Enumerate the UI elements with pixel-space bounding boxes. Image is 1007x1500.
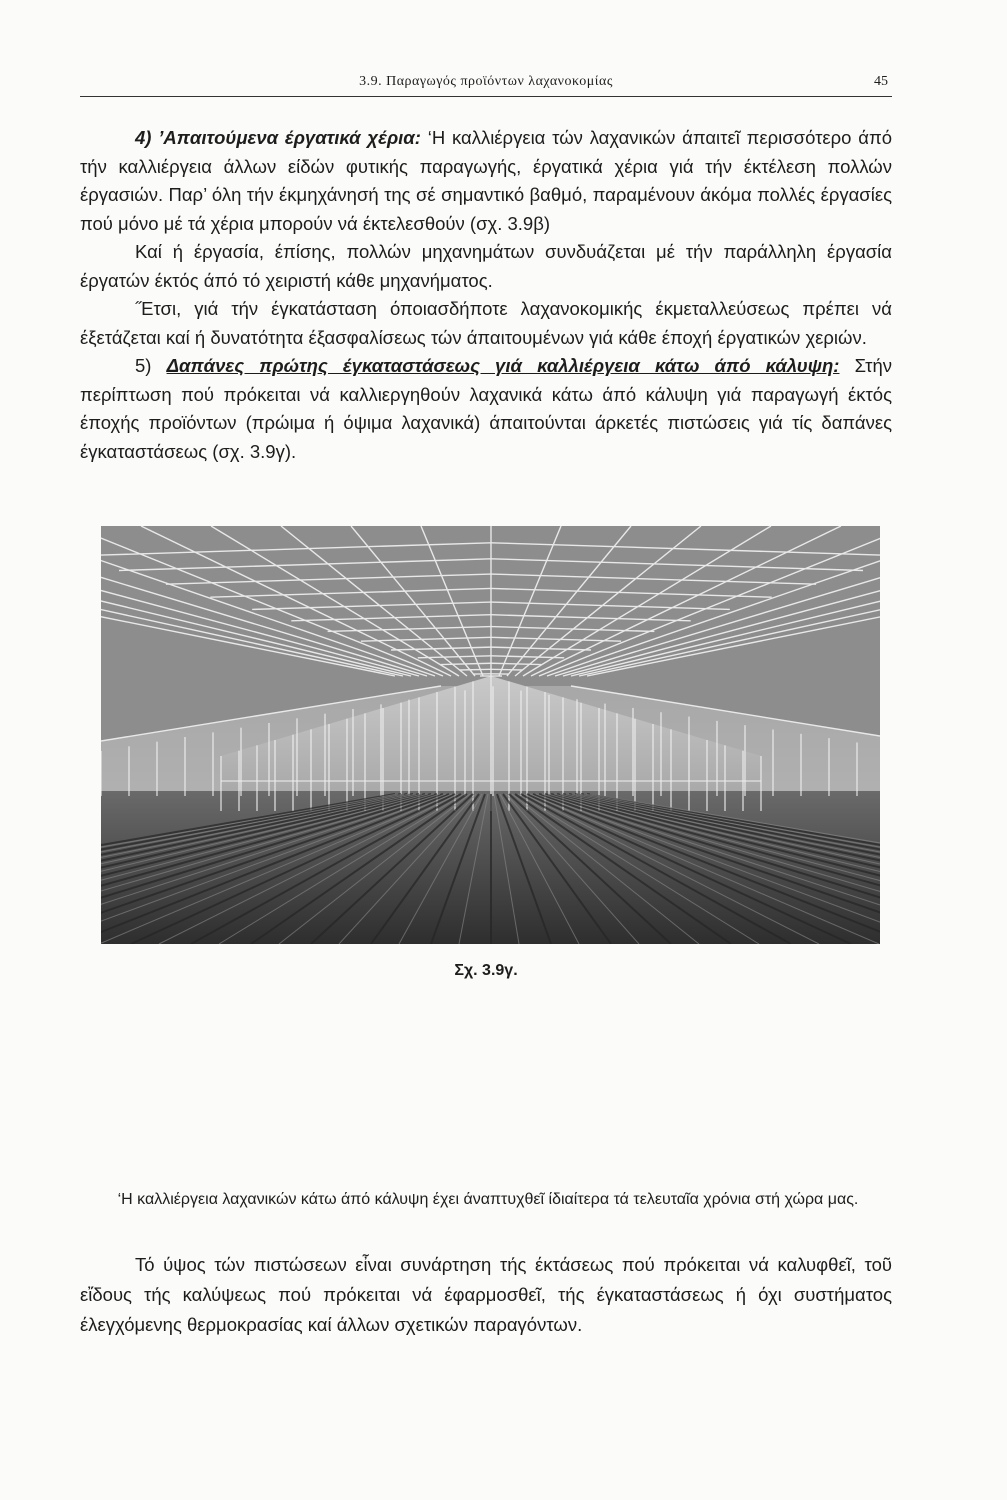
greenhouse-photo (101, 526, 880, 944)
body-text-lower (80, 1250, 892, 1340)
figure-caption: ‘Η καλλιέργεια λαχανικών κάτω άπό κάλυψη έχει άναπτυχθεῖ ίδιαίτερα τά τελευταῖα χρόνια στή χώρα μας. (117, 1191, 859, 1208)
page-number: 45 (874, 74, 888, 89)
section-5-heading: Δαπάνες πρώτης έγκαταστάσεως γιά καλλιέργεια κάτω άπό κάλυψη: (166, 355, 840, 376)
section-5-paragraph (80, 352, 892, 466)
running-title: 3.9. Παραγωγός προϊόντων λαχανοκομίας (359, 74, 613, 89)
paragraph-labour-conclusion: ˝Ετσι, γιά τήν έγκατάσταση όποιασδήποτε λαχανοκομικής έκμεταλλεύσεως πρέπει νά έξετάζεται καί ή δυνατότητα έξασφαλίσεως τών άπαιτουμένων γιά κάθε έποχή έργατικών χεριών. (80, 298, 892, 348)
section-4-heading: 4) ’Απαιτούμενα έργατικά χέρια: (135, 127, 421, 148)
closing-paragraph: Τό ύψος τών πιστώσεων εἶναι συνάρτηση τής έκτάσεως πού πρόκειται νά καλυφθεῖ, τοῦ εἴδους τής καλύψεως πού πρόκειται νά έφαρμοσθεῖ, τής έγκαταστάσεως ή όχι συστήματος έλεγχόμενης θερμοκρασίας καί άλλων σχετικών παραγόντων. (80, 1254, 892, 1335)
section-4-text: ‘Η καλλιέργεια τών λαχανικών άπαιτεῖ περισσότερο άπό τήν καλλιέργεια άλλων είδών φυτικής παραγωγής, έργατικά χέρια γιά τήν έκτέλεση πολλών έργασιών. Παρ’ όλη τήν έκμηχάνησή της σέ σημαντικό βαθμό, παραμένουν άκόμα πολλές έργασίες πού μόνο μέ τά χέρια μπορούν νά έκτελεσθούν (σχ. 3.9β) (80, 127, 892, 234)
running-header (80, 74, 892, 97)
section-4-paragraph (80, 124, 892, 238)
body-text-upper (80, 124, 892, 466)
figure-label: Σχ. 3.9γ. (454, 962, 518, 979)
section-5-number: 5) (135, 355, 167, 376)
paragraph-machinery: Καί ή έργασία, έπίσης, πολλών μηχανημάτων συνδυάζεται μέ τήν παράλληλη έργασία έργατών έκτός άπό τό χειριστή κάθε μηχανήματος. (80, 241, 892, 291)
section-5-text: Στήν περίπτωση πού πρόκειται νά καλλιεργηθούν λαχανικά κάτω άπό κάλυψη γιά παραγωγή έκτός έποχής προϊόντων (πρώιμα ή όψιμα λαχανικά) άπαιτούνται άρκετές πιστώσεις γιά τίς δαπάνες έγκαταστάσεως (σχ. 3.9γ). (80, 355, 892, 462)
